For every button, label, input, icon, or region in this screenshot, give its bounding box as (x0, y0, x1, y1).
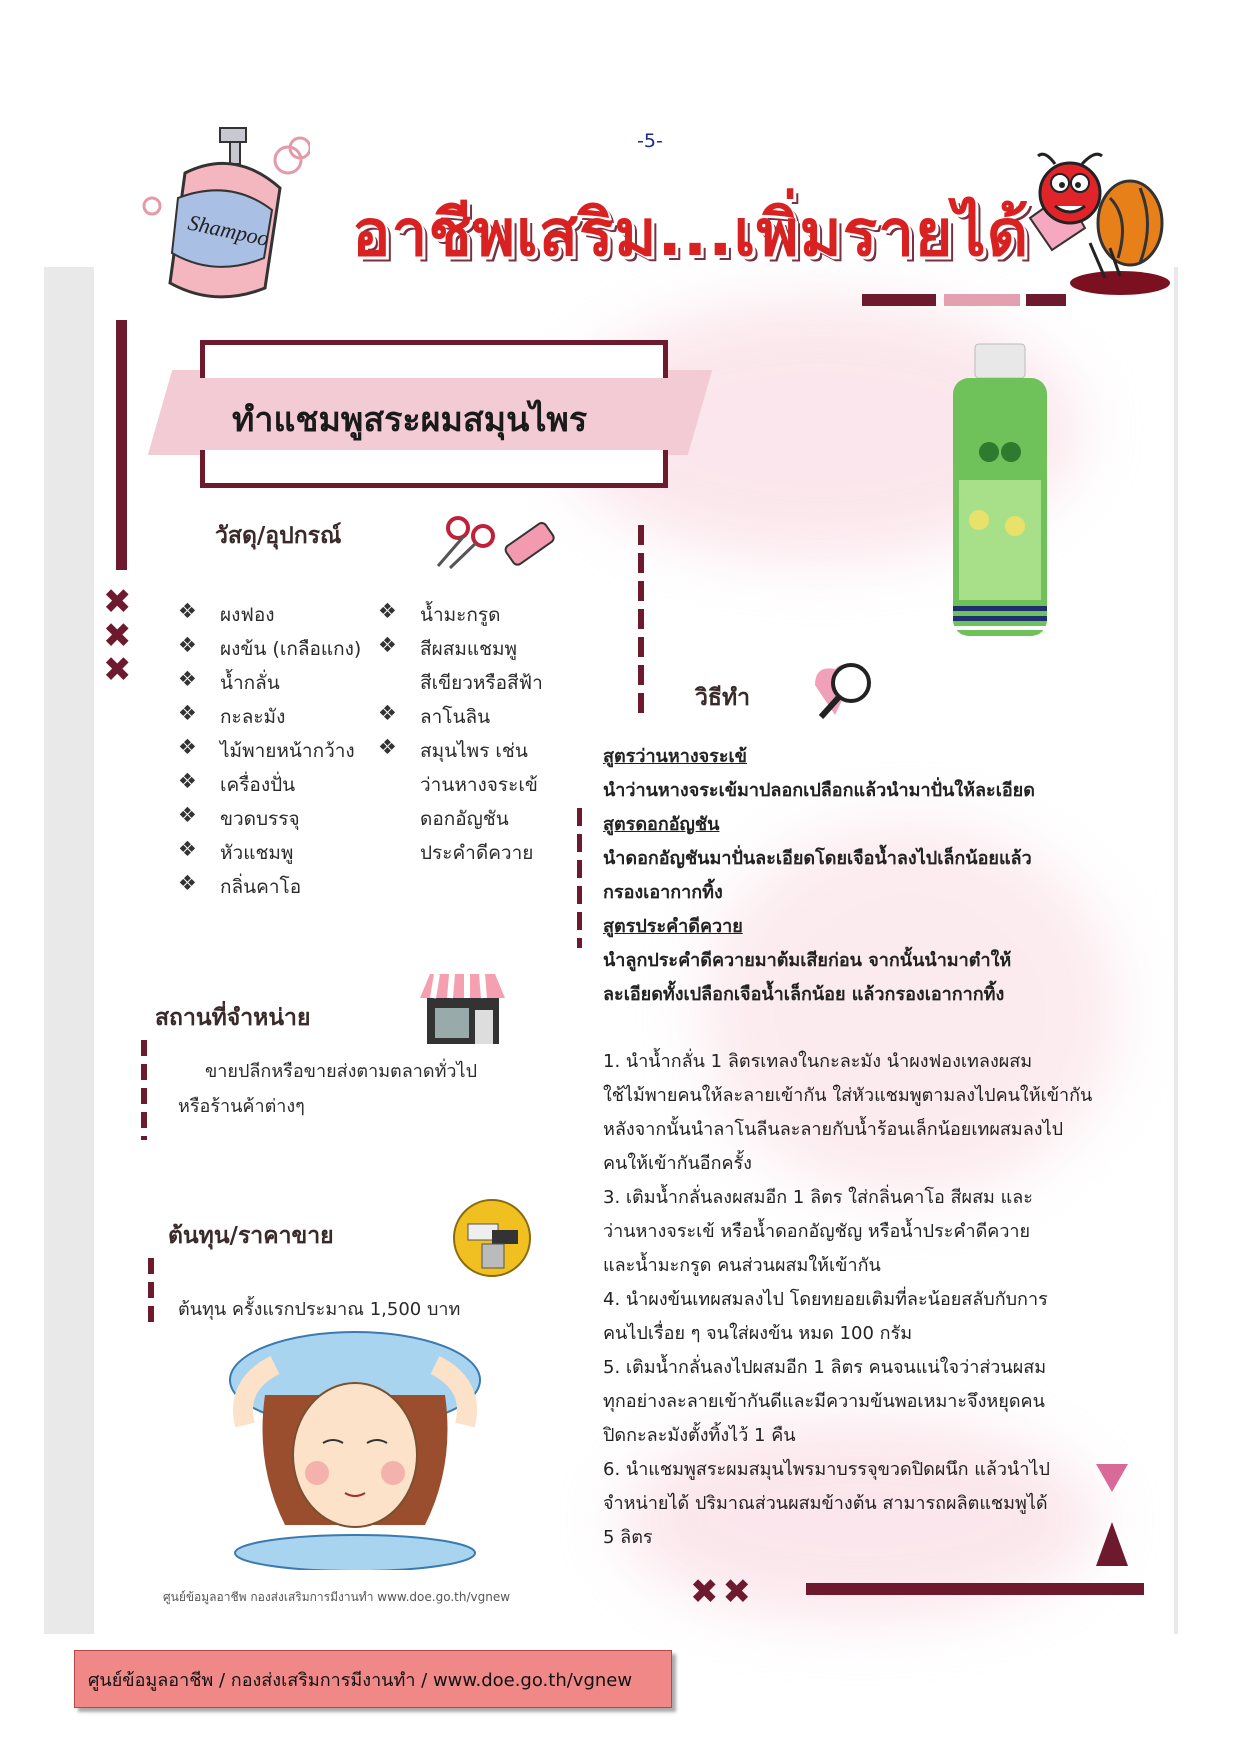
recipe-title: ทำแชมพูสระผมสมุนไพร (232, 400, 588, 440)
bullet-icon: ❖ (378, 735, 397, 759)
formula2-title-text: สูตรดอกอัญชัน (603, 814, 720, 835)
bullet-icon: ❖ (378, 701, 397, 725)
formula1-title-text: สูตรว่านหางจระเข้ (603, 746, 747, 767)
formula2-title (603, 808, 719, 842)
list-item: สีเขียวหรือสีฟ้า (420, 672, 543, 694)
place-line-1: ขายปลีกหรือขายส่งตามตลาดทั่วไป (205, 1061, 478, 1082)
list-item: ผงฟอง (220, 604, 275, 626)
list-item: ประคำดีควาย (420, 842, 534, 864)
list-item: ว่านหางจระเข้ (420, 774, 538, 796)
dashed-separator (638, 525, 644, 720)
x-marks: ✖ ✖ ✖ (103, 582, 132, 690)
step-line: 6. นำแชมพูสระผมสมุนไพรมาบรรจุขวดปิดผนึก แล้วนำไป (603, 1459, 1050, 1480)
place-heading: สถานที่จำหน่าย (155, 1005, 311, 1031)
formula2-text-2: กรองเอากากทิ้ง (603, 882, 723, 903)
step-line: 5 ลิตร (603, 1527, 653, 1548)
bullet-icon: ❖ (178, 633, 197, 657)
dashed-marker (577, 808, 582, 948)
list-item: ขวดบรรจุ (220, 808, 300, 830)
dashed-marker (141, 1040, 147, 1140)
shampoo-bottle-illustration (140, 118, 310, 303)
step-line: 1. นำน้ำกลั่น 1 ลิตรเทลงในกะละมัง นำผงฟองเทลงผสม (603, 1051, 1033, 1072)
bullet-icon: ❖ (178, 599, 197, 623)
step-line: ทุกอย่างละลายเข้ากันดีและมีความข้นพอเหมาะจึงหยุดคน (603, 1391, 1045, 1412)
formula3-title (603, 910, 743, 944)
list-item: ลาโนลิน (420, 706, 491, 728)
formula1-title (603, 740, 747, 774)
shampoo-label: Shampoo (185, 209, 272, 252)
step-line: 3. เติมน้ำกลั่นลงผสมอีก 1 ลิตร ใส่กลิ่นคาโอ สีผสม และ (603, 1187, 1033, 1208)
calculator-coin-icon (452, 1198, 532, 1278)
materials-heading: วัสดุ/อุปกรณ์ (215, 523, 342, 549)
decor-bar (1026, 294, 1066, 306)
list-item: หัวแชมพู (220, 842, 294, 864)
triangle-decoration (1092, 1462, 1132, 1570)
formula1-text: นำว่านหางจระเข้มาปลอกเปลือกแล้วนำมาปั่นให้ละเอียด (603, 780, 1035, 801)
step-line: คนไปเรื่อย ๆ จนใส่ผงข้น หมด 100 กรัม (603, 1323, 913, 1344)
herbal-shampoo-bottle-photo (945, 340, 1055, 640)
decor-bar (862, 294, 936, 306)
decor-bar (944, 294, 1020, 306)
list-item: น้ำมะกรูด (420, 604, 501, 626)
scissors-glue-icon (428, 508, 568, 578)
step-line: 4. นำผงข้นเทผสมลงไป โดยทยอยเติมที่ละน้อยสลับกับการ (603, 1289, 1048, 1310)
step-line: ปิดกะละมังตั้งทิ้งไว้ 1 คืน (603, 1425, 796, 1446)
cost-heading: ต้นทุน/ราคาขาย (168, 1223, 334, 1249)
bullet-icon: ❖ (378, 599, 397, 623)
footer-text: ศูนย์ข้อมูลอาชีพ / กองส่งเสริมการมีงานทำ / www.doe.go.th/vgnew (88, 1670, 633, 1691)
list-item: กะละมัง (220, 706, 286, 728)
x-marks: ✖✖ (690, 1572, 755, 1612)
step-line: ว่านหางจระเข้ หรือน้ำดอกอัญชัญ หรือน้ำประคำดีควาย (603, 1221, 1031, 1242)
place-line-2: หรือร้านค้าต่างๆ (178, 1096, 305, 1117)
magnifier-icon (805, 655, 885, 725)
list-item: ผงข้น (เกลือแกง) (220, 638, 362, 660)
bullet-icon: ❖ (178, 871, 197, 895)
credit-line: ศูนย์ข้อมูลอาชีพ กองส่งเสริมการมีงานทำ www.doe.go.th/vgnew (163, 1590, 511, 1604)
left-accent-bar (116, 320, 127, 570)
step-line: และน้ำมะกรูด คนส่วนผสมให้เข้ากัน (603, 1255, 881, 1276)
page-number: -5- (637, 130, 663, 152)
list-item: เครื่องปั่น (220, 774, 296, 796)
step-line: หลังจากนั้นนำลาโนลีนละลายกับน้ำร้อนเล็กน้อยเทผสมลงไป (603, 1119, 1064, 1140)
step-line: คนให้เข้ากันอีกครั้ง (603, 1153, 752, 1174)
step-line: 5. เติมน้ำกลั่นลงไปผสมอีก 1 ลิตร คนจนแน่ใจว่าส่วนผสม (603, 1357, 1047, 1378)
bullet-icon: ❖ (178, 667, 197, 691)
cost-text: ต้นทุน ครั้งแรกประมาณ 1,500 บาท (178, 1299, 461, 1320)
list-item: กลิ่นคาโอ (220, 876, 302, 898)
bullet-icon: ❖ (378, 633, 397, 657)
step-line: ใช้ไม้พายคนให้ละลายเข้ากัน ใส่หัวแชมพูตามลงไปคนให้เข้ากัน (603, 1085, 1093, 1106)
shop-icon (415, 968, 510, 1048)
list-item: สมุนไพร เช่น (420, 740, 528, 762)
formula3-text-2: ละเอียดทั้งเปลือกเจือน้ำเล็กน้อย แล้วกรองเอากากทิ้ง (603, 984, 1005, 1005)
bullet-icon: ❖ (178, 803, 197, 827)
bullet-icon: ❖ (178, 769, 197, 793)
bullet-icon: ❖ (178, 701, 197, 725)
main-title: อาชีพเสริม...เพิ่มรายได้ (352, 197, 1030, 271)
bullet-icon: ❖ (178, 735, 197, 759)
ant-mascot-illustration (1010, 148, 1180, 308)
dashed-marker (148, 1258, 154, 1328)
method-heading: วิธีทำ (695, 685, 751, 711)
formula3-text-1: นำลูกประคำดีควายมาต้มเสียก่อน จากนั้นนำมาตำให้ (603, 950, 1012, 971)
bullet-icon: ❖ (178, 837, 197, 861)
list-item: ดอกอัญชัน (420, 808, 509, 830)
list-item: ไม้พายหน้ากว้าง (220, 740, 355, 762)
formula2-text-1: นำดอกอัญชันมาปั่นละเอียดโดยเจือน้ำลงไปเล็กน้อยแล้ว (603, 848, 1032, 869)
list-item: สีผสมแชมพู (420, 638, 518, 660)
list-item: น้ำกลั่น (220, 672, 280, 694)
step-line: จำหน่ายได้ ปริมาณส่วนผสมข้างต้น สามารถผลิตแชมพูได้ (603, 1493, 1048, 1514)
formula3-title-text: สูตรประคำดีควาย (603, 916, 743, 937)
woman-washing-hair-illustration (205, 1325, 515, 1570)
bottom-bar (806, 1583, 1144, 1595)
